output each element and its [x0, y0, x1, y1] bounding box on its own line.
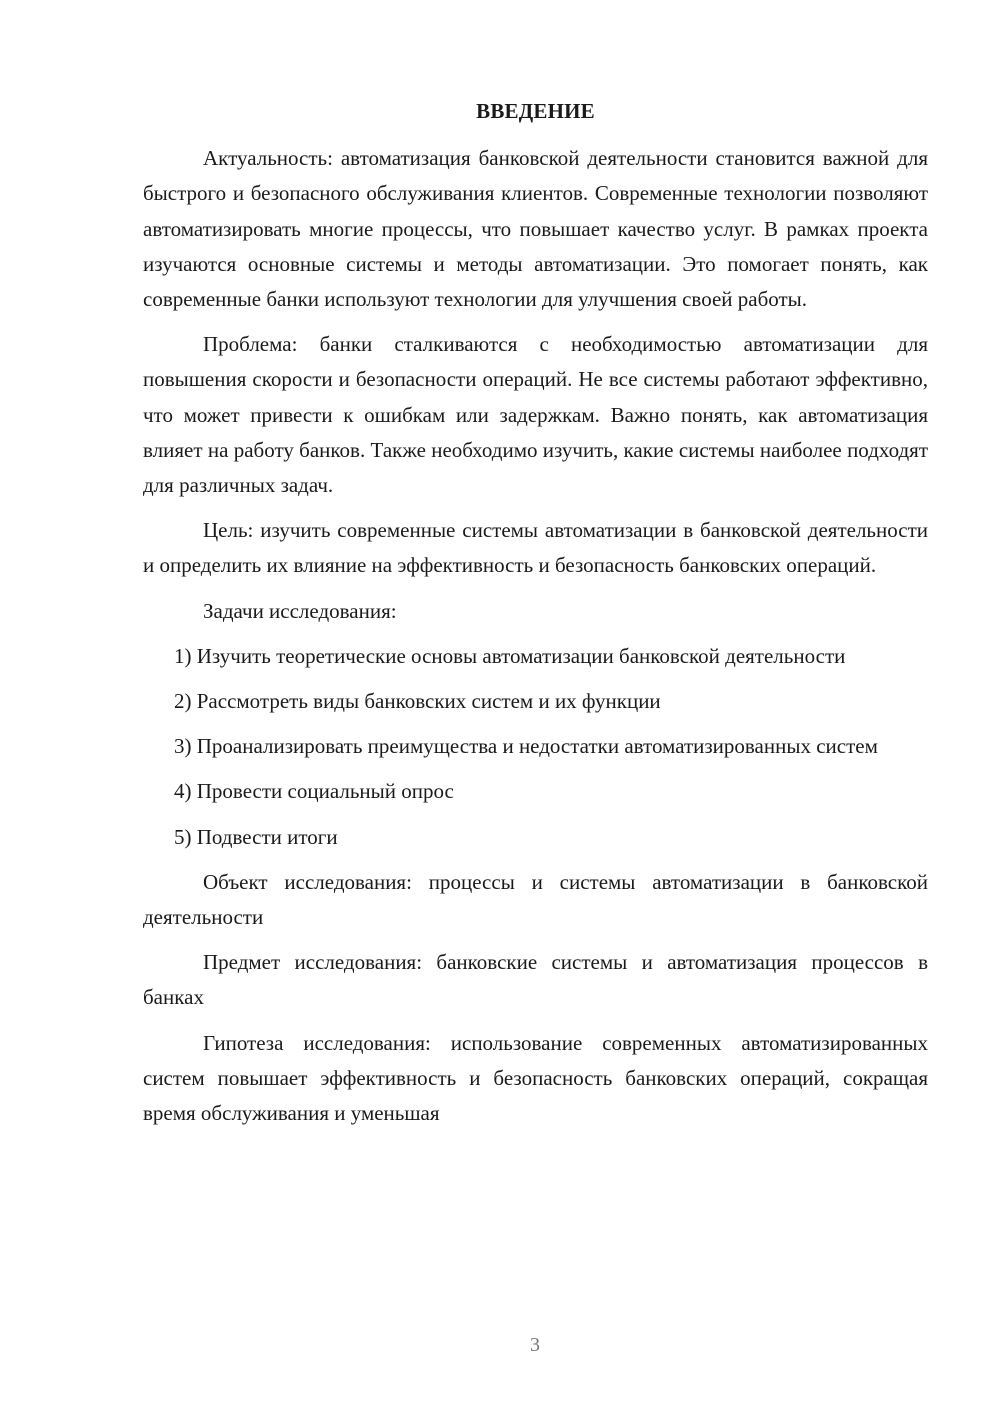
subject-paragraph: Предмет исследования: банковские системы и автоматизация процессов в банках: [143, 950, 928, 1010]
section-title: ВВЕДЕНИЕ: [476, 99, 595, 123]
hypothesis-paragraph: Гипотеза исследования: использование современных автоматизированных систем повышает эффективность и безопасность банковских операций, сокращая время обслуживания и уменьшая: [143, 1030, 928, 1126]
task-item-5: 5) Подвести итоги: [174, 824, 338, 849]
task-item-1: 1) Изучить теоретические основы автоматизации банковской деятельности: [174, 643, 846, 668]
problem-paragraph: Проблема: банки сталкиваются с необходимостью автоматизации для повышения скорости и безопасности операций. Не все системы работают эффективно, что может привести к ошибкам или задержкам. Важно понять, как автоматизация влияет на работу банков. Также необходимо изучить, какие системы наиболее подходят для различных задач.: [143, 332, 928, 498]
object-paragraph: Объект исследования: процессы и системы автоматизации в банковской деятельности: [143, 869, 928, 930]
document-page: [143, 94, 928, 1141]
task-item-4: 4) Провести социальный опрос: [174, 779, 454, 804]
tasks-heading: Задачи исследования:: [203, 598, 397, 623]
goal-paragraph: Цель: изучить современные системы автоматизации в банковской деятельности и определить их влияние на эффективность и безопасность банковских операций.: [143, 518, 928, 578]
page-number: 3: [530, 1334, 540, 1356]
relevance-paragraph: Актуальность: автоматизация банковской деятельности становится важной для быстрого и безопасного обслуживания клиентов. Современные технологии позволяют автоматизировать многие процессы, что повышает качество услуг. В рамках проекта изучаются основные системы и методы автоматизации. Это помогает понять, как современные банки используют технологии для улучшения своей работы.: [143, 146, 928, 312]
task-item-2: 2) Рассмотреть виды банковских систем и их функции: [174, 689, 661, 714]
task-item-3: 3) Проанализировать преимущества и недостатки автоматизированных систем: [174, 734, 878, 759]
